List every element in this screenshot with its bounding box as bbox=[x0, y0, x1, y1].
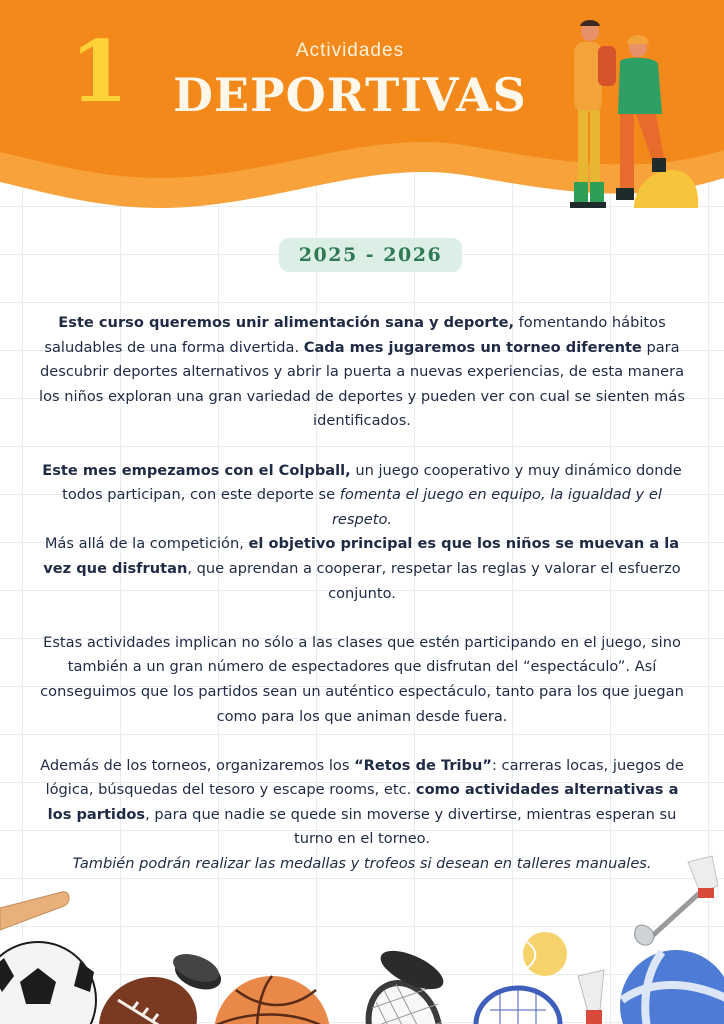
intro-text-2: para descubrir deportes alternativos y abrir la puerta a nuevas experiencias, de esta manera los niños exploran una gran variedad de deportes y pueden ver con cual se sienten más identificados. bbox=[39, 338, 685, 430]
shuttlecock-top-icon bbox=[688, 856, 718, 898]
page-title: DEPORTIVAS bbox=[173, 68, 527, 122]
retos-bold-1: “Retos de Tribu” bbox=[354, 756, 492, 774]
section-number: 1 bbox=[70, 22, 129, 121]
paragraph-intro bbox=[38, 311, 686, 434]
intro-bold-1: Este curso queremos unir alimentación sana y deporte, bbox=[58, 314, 515, 331]
shuttlecock-icon bbox=[578, 970, 604, 1024]
tennis-ball-icon bbox=[523, 932, 567, 976]
colpball-text-2: Más allá de la competición, bbox=[44, 535, 249, 553]
sports-equipment-footer bbox=[0, 850, 724, 1024]
basketball-icon bbox=[214, 976, 330, 1024]
retos-text-2: : carreras locas, juegos de lógica, búsquedas del tesoro y escape rooms, etc. bbox=[45, 756, 684, 799]
colpball-bold-1: Este mes empezamos con el Colpball, bbox=[42, 461, 351, 479]
retos-line-1 bbox=[38, 754, 686, 852]
colpball-line-2 bbox=[38, 532, 686, 606]
school-year-badge: 2025 - 2026 bbox=[279, 238, 462, 272]
volleyball-icon bbox=[620, 950, 724, 1024]
paragraph-spectators bbox=[38, 631, 686, 729]
retos-italic-1: También podrán realizar las medallas y trofeos si desean en talleres manuales. bbox=[72, 855, 652, 873]
colpball-text-3: , que aprendan a cooperar, respetar las reglas y valorar el esfuerzo conjunto. bbox=[187, 559, 681, 602]
page-subtitle: Actividades bbox=[295, 40, 405, 61]
hikers-illustration bbox=[560, 18, 700, 214]
colpball-text-1: un juego cooperativo y muy dinámico donde todos participan, con este deporte se bbox=[62, 461, 682, 504]
retos-text-1: Además de los torneos, organizaremos los bbox=[40, 756, 355, 774]
intro-bold-2: Cada mes jugaremos un torneo diferente bbox=[303, 338, 642, 356]
header-banner bbox=[0, 0, 724, 240]
retos-bold-2: como actividades alternativas a los partidos bbox=[47, 781, 679, 823]
intro-text-1: fomentando hábitos saludables de una forma divertida. bbox=[44, 314, 666, 356]
badminton-racket-icon bbox=[476, 988, 560, 1024]
colpball-italic-1: fomenta el juego en equipo, la igualdad y el respeto. bbox=[331, 486, 662, 528]
baseball-bat-icon bbox=[0, 892, 69, 930]
paragraph-colpball bbox=[38, 459, 686, 607]
tennis-racket-icon bbox=[357, 943, 451, 1024]
soccer-ball-icon bbox=[0, 942, 96, 1024]
body-text bbox=[38, 311, 686, 901]
spectators-text: Estas actividades implican no sólo a las clases que estén participando en el juego, sino también a un gran número de espectadores que disfrutan del “espectáculo”. Así conseguimos que los partidos sean un auténtico espectáculo, tanto para los que juegan como para los que animan desde fuera. bbox=[40, 633, 684, 725]
colpball-bold-2: el objetivo principal es que los niños se muevan a la vez que disfrutan bbox=[43, 535, 680, 577]
retos-text-3: , para que nadie se quede sin moverse y divertirse, mientras esperan su turno en el torneo. bbox=[145, 805, 677, 848]
colpball-line-1 bbox=[38, 459, 686, 533]
